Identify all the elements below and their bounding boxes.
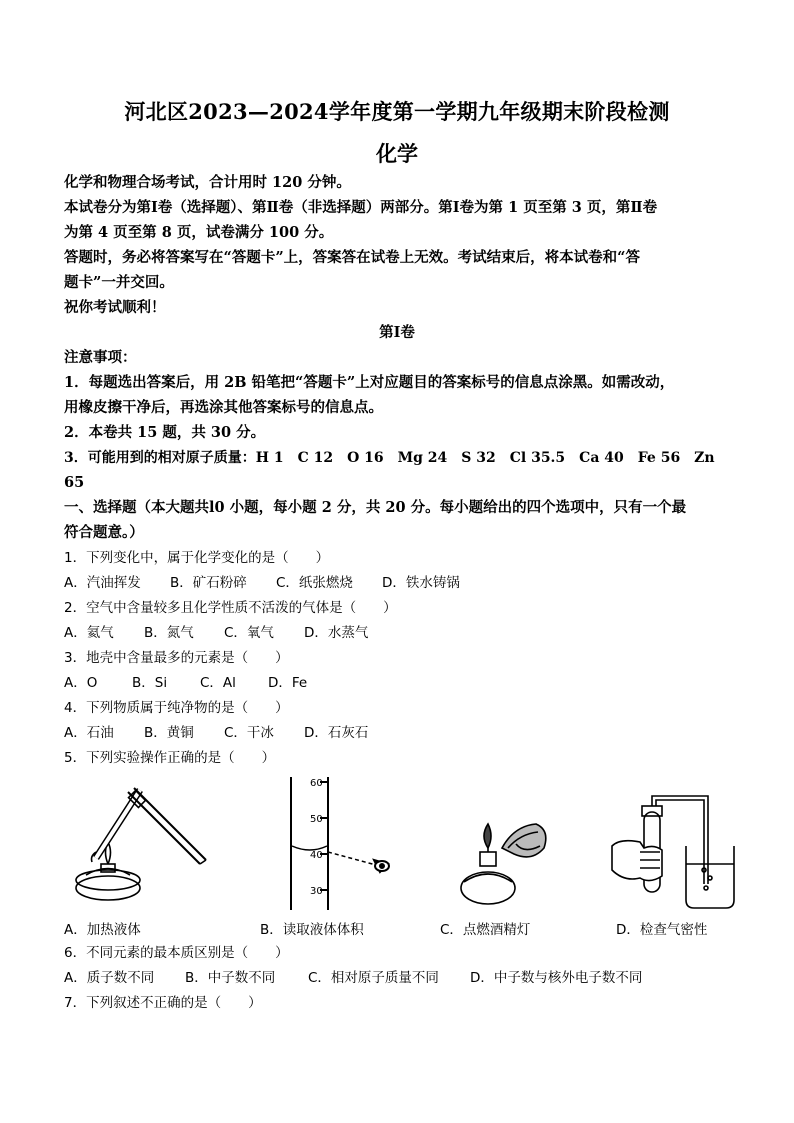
question-options [64, 968, 642, 988]
question-stem: 6．不同元素的最本质区别是（ ） [64, 945, 289, 961]
question-stem: 4．下列物质属于纯净物的是（ ） [64, 700, 289, 716]
notice-line: 65 [64, 474, 85, 491]
intro-line: 本试卷分为第Ⅰ卷（选择题）、第Ⅱ卷（非选择题）两部分。第Ⅰ卷为第 1 页至第 3 页，第Ⅱ卷 [64, 199, 658, 216]
question-options [64, 673, 307, 693]
part-header: 一、选择题（本大题共l0 小题，每小题 2 分，共 20 分。每小题给出的四个选项中，只有一个最 [64, 499, 687, 516]
question-stem: 1．下列变化中，属于化学变化的是（ ） [64, 550, 330, 566]
option: D．铁水铸锅 [382, 575, 460, 591]
notice-line: 用橡皮擦干净后，再选涂其他答案标号的信息点。 [64, 399, 383, 416]
question-stem: 2．空气中含量较多且化学性质不活泼的气体是（ ） [64, 600, 397, 616]
exam-title: 河北区2023—2024学年度第一学期九年级期末阶段检测 [124, 99, 670, 124]
intro-line: 祝你考试顺利！ [64, 299, 166, 316]
option: D．中子数与核外电子数不同 [470, 970, 643, 986]
question-stem: 7．下列叙述不正确的是（ ） [64, 995, 262, 1011]
option: B．黄铜 [144, 725, 194, 741]
option: B．氮气 [144, 625, 194, 641]
option: A．汽油挥发 [64, 575, 141, 591]
tick-label: 50 [310, 814, 323, 825]
option: C．相对原子质量不同 [308, 970, 439, 986]
figure-alcohol-lamp [452, 796, 562, 914]
intro-line: 化学和物理合场考试，合计用时 120 分钟。 [64, 174, 351, 191]
figure-caption: D．检查气密性 [616, 922, 708, 938]
figure-heating-liquid [68, 780, 218, 910]
option: C．氧气 [224, 625, 274, 641]
option: D．水蒸气 [304, 625, 369, 641]
section-title: 第Ⅰ卷 [379, 324, 415, 341]
question-options [64, 573, 460, 593]
figure-airtightness [606, 792, 736, 914]
tick-label: 60 [310, 778, 323, 789]
notice-title: 注意事项： [64, 349, 137, 366]
option: B．Si [132, 675, 168, 691]
intro-line: 题卡”一并交回。 [64, 274, 174, 291]
option: C．干冰 [224, 725, 274, 741]
option: A．氦气 [64, 625, 114, 641]
option: C．Al [200, 675, 236, 691]
question-options [64, 623, 368, 643]
figure-measuring-cylinder [276, 772, 406, 912]
question-stem: 3．地壳中含量最多的元素是（ ） [64, 650, 289, 666]
intro-line: 为第 4 页至第 8 页，试卷满分 100 分。 [64, 224, 334, 241]
question-stem: 5．下列实验操作正确的是（ ） [64, 750, 276, 766]
figure-caption: C．点燃酒精灯 [440, 922, 531, 938]
notice-line: 2．本卷共 15 题，共 30 分。 [64, 424, 266, 441]
option: D．石灰石 [304, 725, 369, 741]
option: A．石油 [64, 725, 114, 741]
option: B．中子数不同 [185, 970, 276, 986]
subject-title: 化学 [376, 141, 418, 166]
option: A．O [64, 675, 98, 691]
notice-line: 3．可能用到的相对原子质量：H 1 C 12 O 16 Mg 24 S 32 Cl 35.5 Ca 40 Fe 56 Zn [64, 450, 715, 466]
option: B．矿石粉碎 [170, 575, 247, 591]
intro-line: 答题时，务必将答案写在“答题卡”上，答案答在试卷上无效。考试结束后，将本试卷和“答 [64, 249, 641, 266]
option: A．质子数不同 [64, 970, 155, 986]
figure-caption: A．加热液体 [64, 922, 141, 938]
tick-label: 40 [310, 850, 323, 861]
option: C．纸张燃烧 [276, 575, 353, 591]
question-options [64, 723, 368, 743]
tick-label: 30 [310, 886, 323, 897]
notice-line: 1．每题选出答案后，用 2B 铅笔把“答题卡”上对应题目的答案标号的信息点涂黑。如需改动， [64, 374, 675, 391]
option: D．Fe [268, 675, 308, 691]
part-header: 符合题意。） [64, 524, 144, 541]
figure-caption: B．读取液体体积 [260, 922, 364, 938]
